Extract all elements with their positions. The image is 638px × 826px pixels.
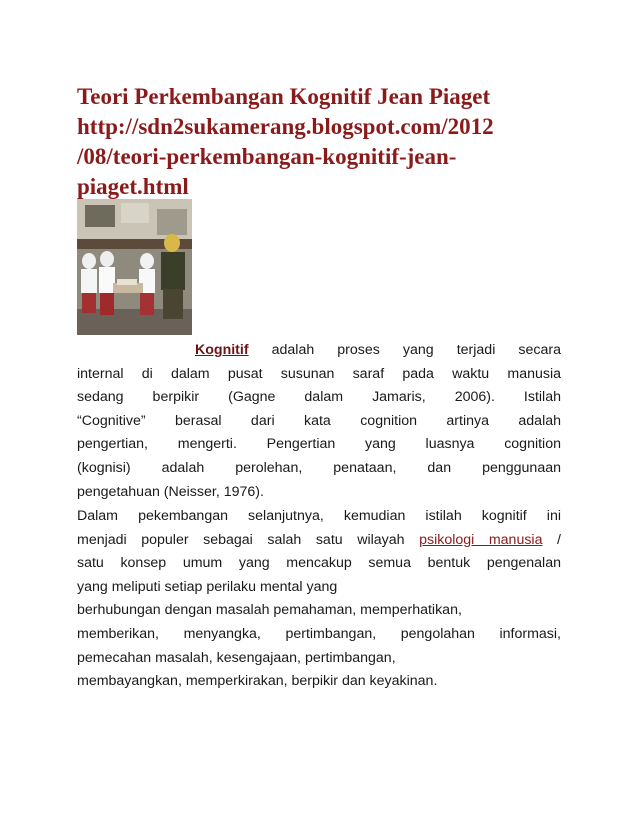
paragraph-line: yang meliputi setiap perilaku mental yang bbox=[77, 578, 338, 595]
paragraph-line: menjadi populer sebagai salah satu wilayah psikologi manusia / bbox=[77, 531, 561, 548]
paragraph-line: (kognisi) adalah perolehan, penataan, dan penggunaan bbox=[77, 459, 561, 476]
classroom-photo-illustration bbox=[77, 199, 192, 335]
paragraph-line: internal di dalam pusat susunan saraf pada waktu manusia bbox=[77, 365, 561, 382]
kognitif-keyword: Kognitif bbox=[195, 342, 249, 358]
paragraph-line: berhubungan dengan masalah pemahaman, memperhatikan, bbox=[77, 602, 462, 619]
document-title bbox=[77, 82, 567, 202]
paragraph-line: Kognitif adalah proses yang terjadi secara bbox=[195, 342, 561, 358]
paragraph-line: “Cognitive” berasal dari kata cognition artinya adalah bbox=[77, 412, 561, 429]
title-line-1: Teori Perkembangan Kognitif Jean Piaget bbox=[77, 84, 491, 109]
psikologi-manusia-link[interactable]: psikologi manusia bbox=[419, 531, 543, 548]
paragraph-line: satu konsep umum yang mencakup semua bentuk pengenalan bbox=[77, 555, 561, 572]
paragraph-line: pengetahuan (Neisser, 1976). bbox=[77, 483, 264, 500]
paragraph-line: membayangkan, memperkirakan, berpikir dan keyakinan. bbox=[77, 673, 438, 690]
paragraph-line: Dalam pekembangan selanjutnya, kemudian istilah kognitif ini bbox=[77, 508, 561, 524]
title-line-4: piaget.html bbox=[77, 174, 189, 199]
paragraph-line: pengertian, mengerti. Pengertian yang luasnya cognition bbox=[77, 436, 561, 453]
paragraph-development bbox=[77, 505, 561, 694]
classroom-photo bbox=[77, 199, 192, 335]
paragraph-line: pemecahan masalah, kesengajaan, pertimbangan, bbox=[77, 649, 396, 666]
paragraph-line: sedang berpikir (Gagne dalam Jamaris, 2006). Istilah bbox=[77, 389, 561, 406]
paragraph-line: memberikan, menyangka, pertimbangan, pengolahan informasi, bbox=[77, 625, 561, 642]
title-line-3: /08/teori-perkembangan-kognitif-jean- bbox=[77, 144, 457, 169]
title-line-2: http://sdn2sukamerang.blogspot.com/2012 bbox=[77, 114, 494, 139]
paragraph-definition bbox=[77, 339, 561, 504]
